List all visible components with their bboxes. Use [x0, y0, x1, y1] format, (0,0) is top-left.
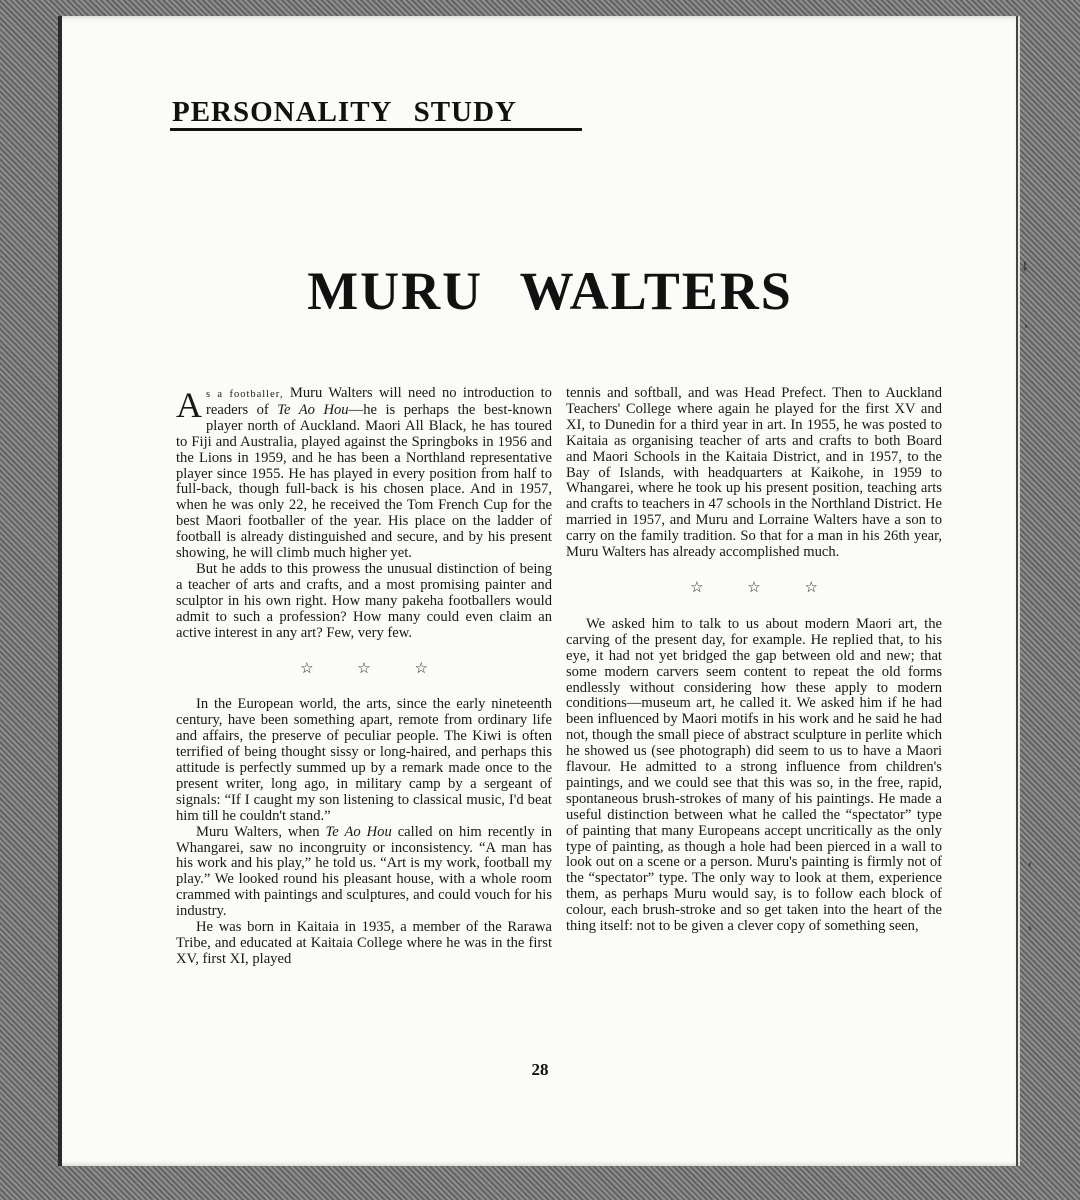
paragraph	[176, 825, 552, 920]
scan-margin-mark: ›	[1024, 318, 1028, 332]
paragraph: We asked him to talk to us about modern Maori art, the carving of the present day, for example. He replied that, to his eye, it had not yet bridged the gap between old and new; that some modern carvers seem content to repeat the old forms endlessly without considering how these apply to modern conditions—museum art, he called it. We asked him if he had been influenced by Maori motifs in his work and he said he had not, though the small piece of abstract sculpture in perlite which he showed us (see photograph) did seem to us to have a Maori flavour. He admitted to a strong influence from children's paintings, and we could see that this was so, in the free, rapid, spontaneous brush-strokes of many of his paintings. He made a useful distinction between what he called the “spectator” type of painting that many Europeans accept uncritically as the only type of painting, as though a hole had been pierced in a wall to look out on a scene or a person. Muru's painting is firmly not of the “spectator” type. The only way to look at them, experience them, as perhaps Muru would say, is to follow each block of colour, each brush-stroke and so get taken into the heart of the thing itself: not to be given a clever copy of something seen,	[566, 615, 942, 935]
drop-cap: A	[176, 385, 202, 425]
scan-margin-mark: ›	[1028, 920, 1032, 934]
publication-name: Te Ao Hou	[325, 823, 392, 840]
section-divider-stars: ☆ ☆ ☆	[300, 660, 428, 677]
right-column	[566, 386, 942, 935]
lead-in-smallcaps: s a footballer,	[206, 389, 284, 400]
paragraph: In the European world, the arts, since the early nineteenth century, have been something apart, remote from ordinary life and affairs, the preserve of peculiar people. The Kiwi is often terrified of being thought sissy or long-haired, and perhaps this attitude is perfectly summed up by a remark made once to the present writer, long ago, in military camp by a sergeant of signals: “If I caught my son listening to classical music, I'd beat him till he couldn't stand.”	[176, 696, 552, 824]
paragraph: He was born in Kaitaia in 1935, a member of the Rarawa Tribe, and educated at Kaitaia College where he was in the first XV, first XI, played	[176, 919, 552, 967]
intro-paragraph	[176, 386, 552, 562]
left-column	[176, 386, 552, 968]
paragraph-text: called on him recently in Whangarei, saw no incongruity or inconsistency. “A man has his work and his play,” he told us. “Art is my work, football my play.” We looked round his pleasant house, with a whole room crammed with paintings and sculptures, and could vouch for his industry.	[176, 823, 552, 920]
publication-name: Te Ao Hou	[277, 401, 349, 418]
article-title: MURU WALTERS	[307, 261, 793, 321]
section-underline	[170, 128, 582, 131]
scan-margin-mark: ‹	[1028, 856, 1032, 870]
scan-margin-mark: ⸸	[1022, 260, 1028, 274]
page-outer-edge	[1016, 16, 1018, 1166]
section-divider-stars: ☆ ☆ ☆	[690, 579, 818, 596]
paragraph: tennis and softball, and was Head Prefect. Then to Auckland Teachers' College where again he played for the first XV and XI, to Dunedin for a third year in art. In 1955, he was posted to Kaitaia as organising teacher of arts and crafts to both Board and Maori Schools in the Kaitaia District, and in 1957, to the Bay of Islands, with headquarters at Kaikohe, in 1959 to Whangarei, where he took up his present position, teaching arts and crafts to teachers in 47 schools in the Northland District. He married in 1957, and Muru and Lorraine Walters have a son to carry on the family tradition. So that for a man in his 26th year, Muru Walters has already accomplished much.	[566, 385, 942, 561]
page-binding-edge	[58, 16, 62, 1166]
paragraph-text: Muru Walters, when	[196, 823, 326, 840]
intro-text: Muru Walters will need no introduction to readers of	[206, 385, 552, 418]
intro-text-tail: —he is perhaps the best-known player north of Auckland. Maori All Black, he has toured to Fiji and Australia, played against the Springboks in 1956 and the Lions in 1959, and he has been a Northland representative player since 1955. He has played in every position from half to full-back, though full-back is his chosen place. And in 1957, when he was only 22, he received the Tom French Cup for the best Maori footballer of the year. His place on the ladder of football is already distinguished and secure, and by his present showing, he will climb much higher yet.	[176, 401, 552, 562]
paragraph: But he adds to this prowess the unusual distinction of being a teacher of arts and crafts, and a most promising painter and sculptor in his own right. How many pakeha footballers would admit to such a profession? How many could even claim an active interest in any art? Few, very few.	[176, 560, 552, 641]
section-label: PERSONALITY STUDY	[172, 96, 517, 128]
page-number: 28	[531, 1060, 549, 1079]
